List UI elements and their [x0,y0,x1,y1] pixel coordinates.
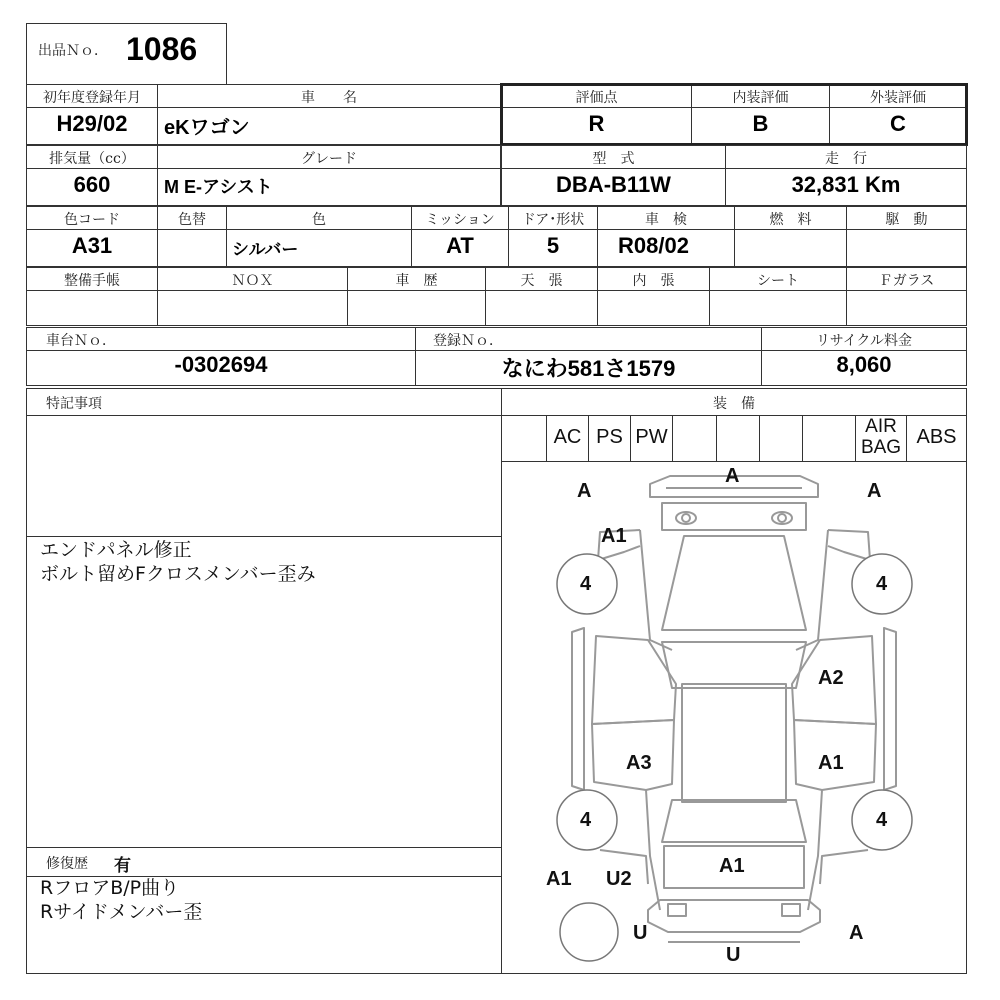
equip-airbag: AIR BAG [860,416,902,458]
grade-label: グレード [301,151,357,167]
mark-front-bumper: A [725,465,740,487]
mark-front-right-corner: A [867,480,882,502]
mark-rear-bumper-left: U [633,922,648,944]
note-line: ボルト留めFクロスメンバー歪み [40,563,316,585]
lot-label: 出品Ｎｏ． [38,43,108,59]
repair-line: RフロアB/P曲り [40,877,180,899]
door-label: ドア･形状 [521,212,585,228]
displacement: 660 [73,172,111,197]
seat-label: シート [757,273,799,289]
recycle-label: リサイクル料金 [815,333,913,349]
plate-label: 登録Ｎｏ． [433,333,503,349]
interior-score: B [752,111,769,136]
glass-label: Ｆガラス [878,273,935,289]
color-code: A31 [71,233,113,258]
model-label: 型 式 [592,151,635,167]
equip-abs: ABS [916,426,957,448]
spare-tire [560,903,618,961]
mark-rear-bumper: U [726,944,741,966]
mark-trunk: A1 [719,855,745,877]
reg-year-label: 初年度登録年月 [43,90,141,106]
rear-glass-outline [662,800,806,842]
color-label: 色 [312,212,326,228]
mark-front-left-tire: 4 [580,573,592,595]
exterior-score: C [890,111,906,136]
model: DBA-B11W [556,172,671,197]
mission-label: ミッション [425,212,495,228]
inspection-label: 車 検 [645,212,687,228]
lot-number: 1086 [126,31,198,67]
nox-label: ＮＯＸ [231,273,274,289]
door: 5 [546,233,560,258]
notes-label: 特記事項 [46,396,102,412]
grille-outline [662,503,806,530]
equipment-label: 装 備 [713,396,755,412]
grade: M E-アシスト [164,177,273,197]
mark-rear-left-quarter: U2 [606,868,632,890]
roof-label: 天 張 [520,273,563,289]
mark-front-right-tire: 4 [876,573,888,595]
mark-rear-left-corner: A1 [546,868,572,890]
fuel-label: 燃 料 [769,212,812,228]
mark-right-front-door: A2 [818,667,844,689]
hood-outline [662,536,806,630]
mission: AT [446,233,474,258]
color-change-label: 色替 [178,212,206,228]
color-code-label: 色コード [64,212,120,228]
service-label: 整備手帳 [64,273,120,289]
score-label: 評価点 [575,90,618,106]
mark-rear-right-tire: 4 [876,809,888,831]
inspection: R08/02 [618,233,689,258]
drive-label: 駆 動 [885,212,928,228]
mark-rear-left-tire: 4 [580,809,592,831]
chassis-label: 車台Ｎｏ． [46,333,116,349]
equip-ps: PS [596,426,623,448]
equip-ac: AC [553,426,582,448]
recycle: 8,060 [836,352,892,377]
mark-front-left-corner: A [577,480,592,502]
history-label: 車 歴 [395,273,438,289]
mileage: 32,831 Km [791,172,901,197]
interior-trim-label: 内 張 [632,273,675,289]
reg-year: H29/02 [56,111,128,136]
roof-outline [682,684,786,802]
score: R [588,111,605,136]
plate: なにわ581さ1579 [501,356,676,381]
repair-line: Rサイドメンバー歪 [40,901,203,923]
note-line: エンドパネル修正 [40,539,192,561]
mileage-label: 走 行 [825,151,867,167]
mark-left-rear-door: A3 [626,752,652,774]
color: シルバー [232,240,299,259]
equip-pw: PW [635,426,668,448]
mark-rear-right-corner: A [849,922,864,944]
car-name-label: 車 名 [301,90,357,106]
windshield-outline [662,642,806,688]
exterior-label: 外装評価 [870,90,926,106]
repair-value: 有 [114,856,131,876]
mark-hood: A1 [601,525,627,547]
car-name: eKワゴン [164,117,250,139]
chassis: -0302694 [174,352,268,377]
displacement-label: 排気量（cc） [49,151,135,167]
mark-right-rear-door: A1 [818,752,844,774]
repair-label: 修復歴 [46,856,88,872]
interior-label: 内装評価 [732,90,789,106]
